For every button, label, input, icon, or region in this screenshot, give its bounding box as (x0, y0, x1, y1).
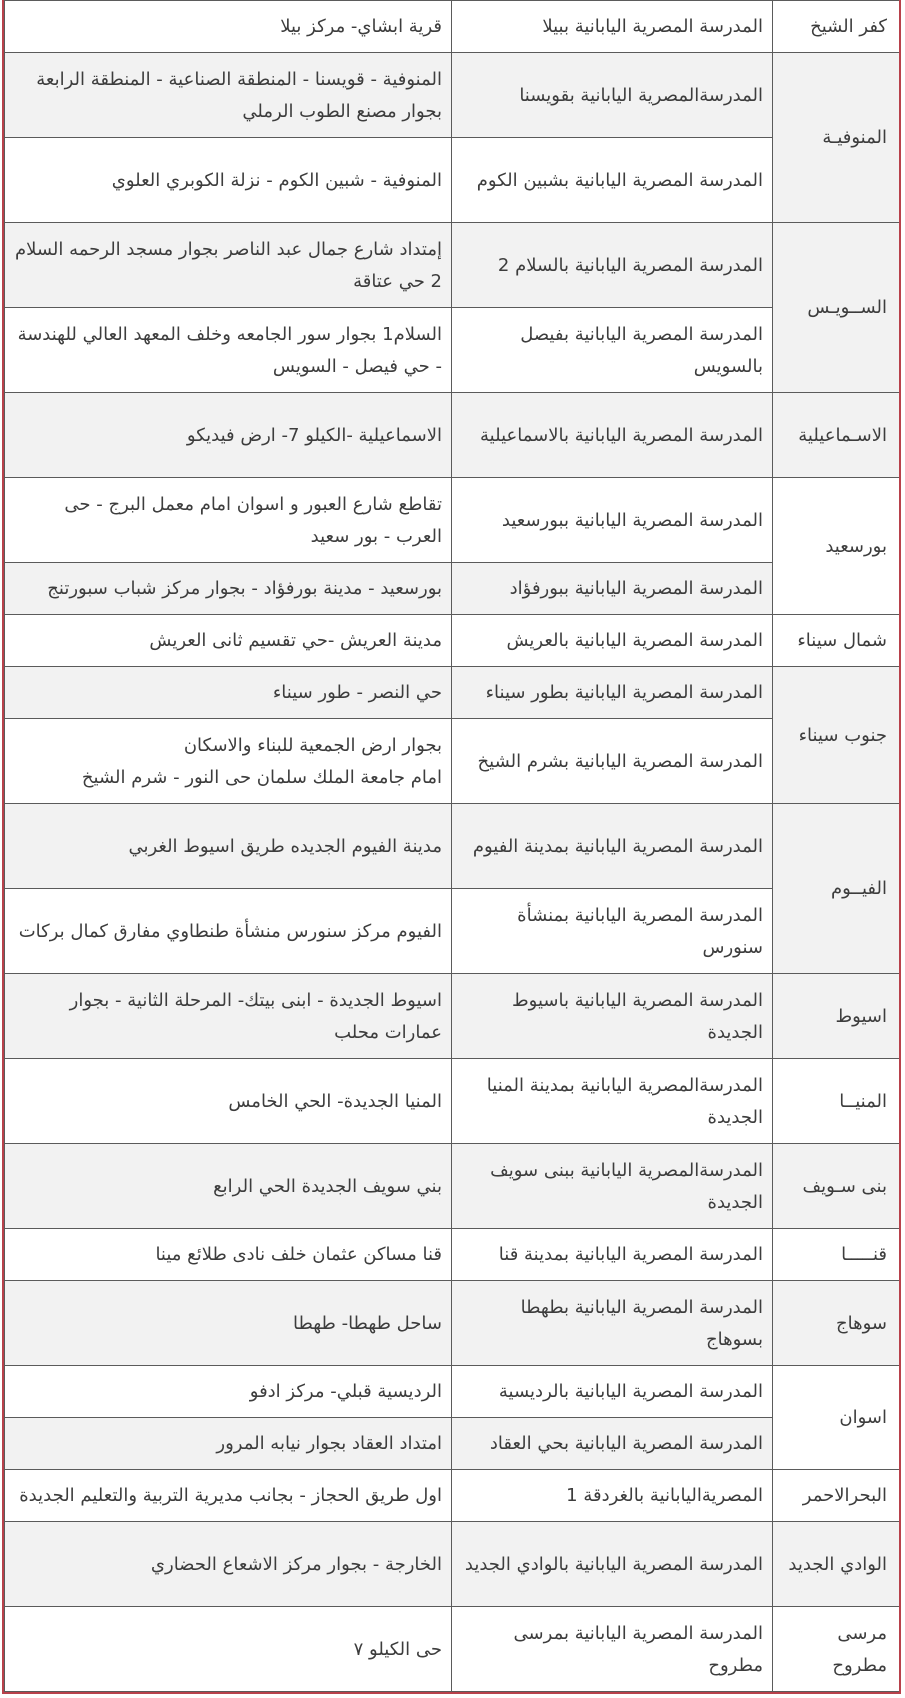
address-cell: مدينة العريش -حي تقسيم ثانى العريش (5, 615, 452, 667)
address-cell: اسيوط الجديدة - ابنى بيتك- المرحلة الثانية - بجوار عمارات محلب (5, 974, 452, 1059)
school-name-cell: المدرسةالمصرية اليابانية ببنى سويف الجديدة (452, 1144, 773, 1229)
school-name-cell: المدرسة المصرية اليابانية بالسلام 2 (452, 223, 773, 308)
table-row (5, 1522, 900, 1607)
school-name-cell: المصريةاليابانية بالغردقة 1 (452, 1470, 773, 1522)
table-row (5, 1, 900, 53)
table-row (5, 478, 900, 563)
table-row (5, 393, 900, 478)
school-name-cell: المدرسة المصرية اليابانية بفيصل بالسويس (452, 308, 773, 393)
governorate-cell: الاسـماعيلية (773, 393, 900, 478)
address-cell: بجوار ارض الجمعية للبناء والاسكان امام جامعة الملك سلمان حى النور - شرم الشيخ (5, 719, 452, 804)
governorate-cell: المنيــا (773, 1059, 900, 1144)
address-cell: ساحل طهطا- طهطا (5, 1281, 452, 1366)
governorate-cell: بنى سـويف (773, 1144, 900, 1229)
address-cell: قنا مساكن عثمان خلف نادى طلائع مينا (5, 1229, 452, 1281)
governorate-cell: سوهاج (773, 1281, 900, 1366)
address-cell: قرية ابشاي- مركز بيلا (5, 1, 452, 53)
address-cell: السلام1 بجوار سور الجامعه وخلف المعهد العالي للهندسة - حي فيصل - السويس (5, 308, 452, 393)
school-name-cell: المدرسة المصرية اليابانية بالرديسية (452, 1366, 773, 1418)
governorate-cell: البحرالاحمر (773, 1470, 900, 1522)
school-name-cell: المدرسة المصرية اليابانية ببورسعيد (452, 478, 773, 563)
address-cell: المنيا الجديدة- الحي الخامس (5, 1059, 452, 1144)
address-cell: الفيوم مركز سنورس منشأة طنطاوي مفارق كمال بركات (5, 889, 452, 974)
table-row (5, 1229, 900, 1281)
schools-table-frame (2, 0, 901, 1694)
table-row (5, 563, 900, 615)
address-cell: اول طريق الحجاز - بجانب مديرية التربية والتعليم الجديدة (5, 1470, 452, 1522)
address-cell: إمتداد شارع جمال عبد الناصر بجوار مسجد الرحمه السلام 2 حي عتاقة (5, 223, 452, 308)
school-name-cell: المدرسة المصرية اليابانية بمدينة الفيوم (452, 804, 773, 889)
table-row (5, 804, 900, 889)
table-row (5, 889, 900, 974)
table-row (5, 1059, 900, 1144)
address-cell: الخارجة - بجوار مركز الاشعاع الحضاري (5, 1522, 452, 1607)
school-name-cell: المدرسة المصرية اليابانية بالاسماعيلية (452, 393, 773, 478)
school-name-cell: المدرسة المصرية اليابانية بشبين الكوم (452, 138, 773, 223)
address-cell: المنوفية - شبين الكوم - نزلة الكوبري العلوي (5, 138, 452, 223)
governorate-cell: اسوان (773, 1366, 900, 1470)
table-row (5, 308, 900, 393)
governorate-cell: مرسى مطروح (773, 1607, 900, 1692)
school-name-cell: المدرسة المصرية اليابانية ببورفؤاد (452, 563, 773, 615)
address-cell: بني سويف الجديدة الحي الرابع (5, 1144, 452, 1229)
school-name-cell: المدرسة المصرية اليابانية بالوادي الجديد (452, 1522, 773, 1607)
governorate-cell: الوادي الجديد (773, 1522, 900, 1607)
school-name-cell: المدرسة المصرية اليابانية بالعريش (452, 615, 773, 667)
table-row (5, 138, 900, 223)
address-cell: الاسماعيلية -الكيلو 7- ارض فيديكو (5, 393, 452, 478)
governorate-cell: الفيــوم (773, 804, 900, 974)
governorate-cell: شمال سيناء (773, 615, 900, 667)
table-row (5, 615, 900, 667)
table-row (5, 974, 900, 1059)
governorate-cell: اسيوط (773, 974, 900, 1059)
table-row (5, 719, 900, 804)
school-name-cell: المدرسةالمصرية اليابانية بمدينة المنيا الجديدة (452, 1059, 773, 1144)
school-name-cell: المدرسة المصرية اليابانية ببيلا (452, 1, 773, 53)
governorate-cell: قنـــــا (773, 1229, 900, 1281)
governorate-cell: كفر الشيخ (773, 1, 900, 53)
address-cell: مدينة الفيوم الجديده طريق اسيوط الغربي (5, 804, 452, 889)
table-row (5, 1418, 900, 1470)
school-name-cell: المدرسة المصرية اليابانية بمرسى مطروح (452, 1607, 773, 1692)
address-cell: حي النصر - طور سيناء (5, 667, 452, 719)
school-name-cell: المدرسة المصرية اليابانية بمدينة قنا (452, 1229, 773, 1281)
schools-table (4, 0, 900, 1692)
table-row (5, 223, 900, 308)
school-name-cell: المدرسة المصرية اليابانية بمنشأة سنورس (452, 889, 773, 974)
schools-table-body (5, 0, 900, 1692)
address-cell: تقاطع شارع العبور و اسوان امام معمل البرج - حى العرب - بور سعيد (5, 478, 452, 563)
table-row (5, 1470, 900, 1522)
school-name-cell: المدرسة المصرية اليابانية بحي العقاد (452, 1418, 773, 1470)
address-cell: امتداد العقاد بجوار نيابه المرور (5, 1418, 452, 1470)
school-name-cell: المدرسة المصرية اليابانية بطور سيناء (452, 667, 773, 719)
table-row (5, 1607, 900, 1692)
table-row (5, 1366, 900, 1418)
address-cell: حى الكيلو ٧ (5, 1607, 452, 1692)
school-name-cell: المدرسةالمصرية اليابانية بقويسنا (452, 53, 773, 138)
governorate-cell: جنوب سيناء (773, 667, 900, 804)
table-row (5, 53, 900, 138)
table-row (5, 1144, 900, 1229)
governorate-cell: بورسعيد (773, 478, 900, 615)
school-name-cell: المدرسة المصرية اليابانية بشرم الشيخ (452, 719, 773, 804)
school-name-cell: المدرسة المصرية اليابانية باسيوط الجديدة (452, 974, 773, 1059)
governorate-cell: الســويـس (773, 223, 900, 393)
table-row (5, 1281, 900, 1366)
governorate-cell: المنوفيـة (773, 53, 900, 223)
school-name-cell: المدرسة المصرية اليابانية بطهطا بسوهاج (452, 1281, 773, 1366)
table-row (5, 667, 900, 719)
address-cell: المنوفية - قويسنا - المنطقة الصناعية - المنطقة الرابعة بجوار مصنع الطوب الرملي (5, 53, 452, 138)
address-cell: بورسعيد - مدينة بورفؤاد - بجوار مركز شباب سبورتنج (5, 563, 452, 615)
address-cell: الرديسية قبلي- مركز ادفو (5, 1366, 452, 1418)
